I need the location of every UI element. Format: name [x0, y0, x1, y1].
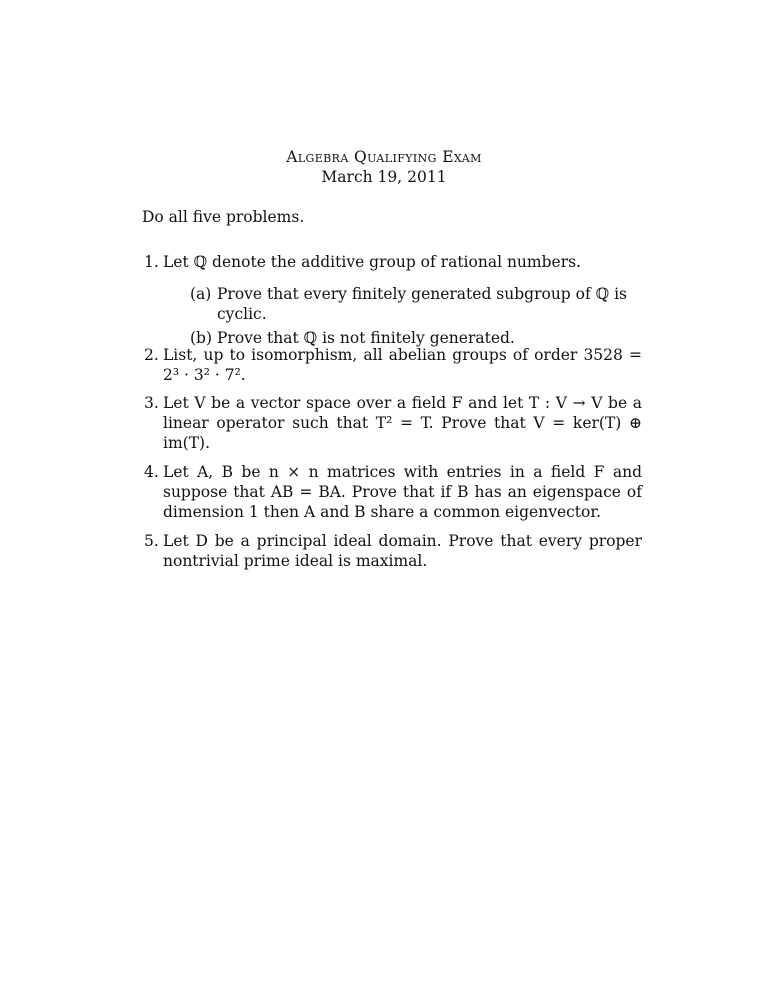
- problem-text: Let D be a principal ideal domain. Prove that every proper nontrivial prime ideal is maximal.: [163, 532, 642, 570]
- problem-number: 4.: [144, 463, 159, 481]
- problem-4: [142, 462, 642, 522]
- problem-2: [142, 345, 642, 385]
- exam-title: Algebra Qualifying Exam: [286, 148, 482, 166]
- problem-number: 2.: [144, 346, 159, 364]
- problem-1: [142, 252, 642, 348]
- problem-number: 5.: [144, 532, 159, 550]
- problem-number: 3.: [144, 394, 159, 412]
- problem-text: List, up to isomorphism, all abelian groups of order 3528 = 2³ · 3² · 7².: [163, 346, 642, 384]
- instructions: Do all five problems.: [142, 208, 305, 226]
- part-label: (b): [190, 329, 213, 347]
- header: [0, 147, 768, 187]
- problem-3: [142, 393, 642, 453]
- problem-text: Let ℚ denote the additive group of rational numbers.: [163, 253, 582, 271]
- part-label: (a): [190, 285, 212, 303]
- exam-date: March 19, 2011: [321, 168, 447, 186]
- part-text: Prove that every finitely generated subgroup of ℚ is cyclic.: [217, 285, 627, 323]
- part-text: Prove that ℚ is not finitely generated.: [217, 329, 515, 347]
- problem-5: [142, 531, 642, 571]
- problem-number: 1.: [144, 253, 159, 271]
- problem-text: Let V be a vector space over a field F and let T : V → V be a linear operator such that T² = T. Prove that V = ker(T) ⊕ im(T).: [163, 394, 642, 452]
- problem-text: Let A, B be n × n matrices with entries in a field F and suppose that AB = BA. Prove that if B has an eigenspace of dimension 1 then A and B share a common eigenvector.: [163, 463, 642, 521]
- problem-part-a: [190, 284, 642, 324]
